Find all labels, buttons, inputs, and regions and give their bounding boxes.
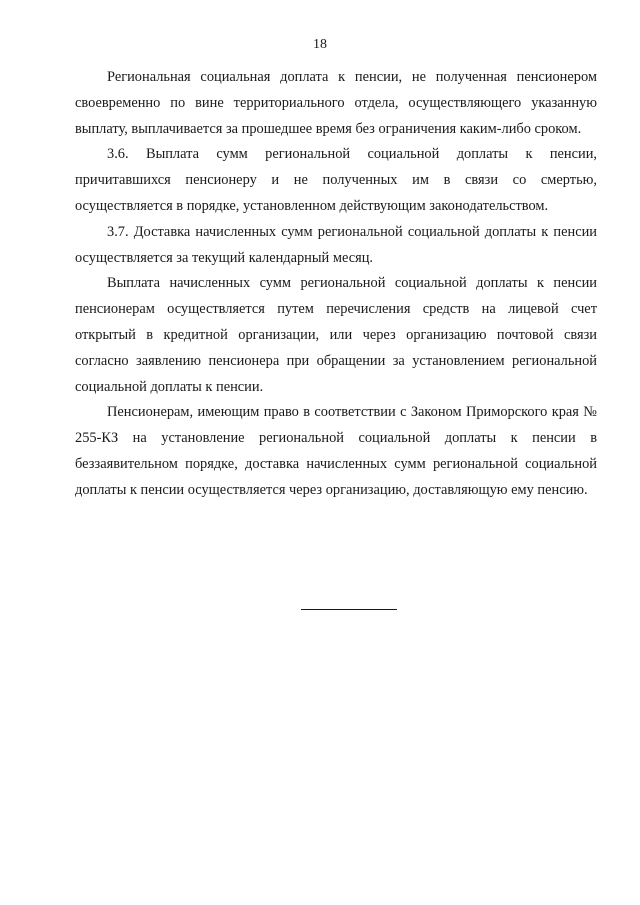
document-body	[75, 65, 597, 504]
paragraph-no-application-delivery: Пенсионерам, имеющим право в соответствии с Законом Приморского края № 255-КЗ на установление региональной социальной доплаты к пенсии в беззаявительном порядке, доставка начисленных сумм региональной социальной доплаты к пенсии осуществляется через организацию, доставляющую ему пенсию.	[75, 404, 597, 498]
paragraph-3-7-delivery: 3.7. Доставка начисленных сумм региональной социальной доплаты к пенсии осуществляется за текущий календарный месяц.	[75, 223, 597, 266]
paragraph-unpaid-supplement: Региональная социальная доплата к пенсии, не полученная пенсионером своевременно по вине территориального отдела, осуществляющего указанную выплату, выплачивается за прошедшее время без ограничения каким-либо сроком.	[75, 69, 597, 137]
end-of-document-rule	[301, 609, 397, 610]
paragraph-3-6-payment-after-death: 3.6. Выплата сумм региональной социальной доплаты к пенсии, причитавшихся пенсионеру и не полученных им в связи со смертью, осуществляется в порядке, установленном действующим законодательством.	[75, 146, 597, 214]
page-number: 18	[313, 37, 327, 52]
paragraph-payment-method: Выплата начисленных сумм региональной социальной доплаты к пенсии пенсионерам осуществляется путем перечисления средств на лицевой счет открытый в кредитной организации, или через организацию почтовой связи согласно заявлению пенсионера при обращении за установлением региональной социальной доплаты к пенсии.	[75, 275, 597, 395]
